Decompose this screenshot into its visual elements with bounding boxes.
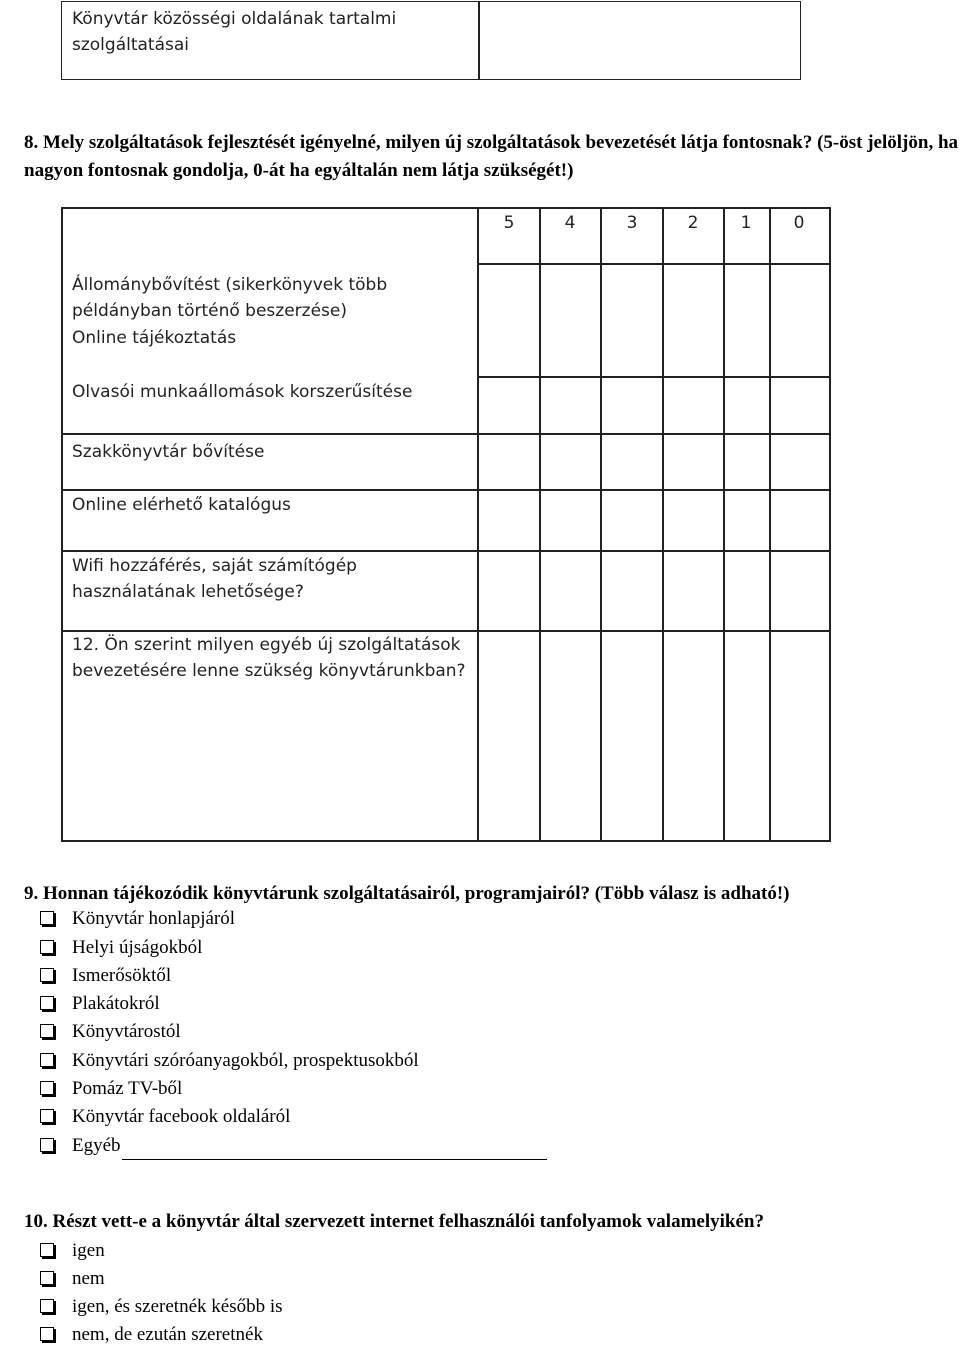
scale-3: 3 [626,213,638,233]
row-label-wifi: Wifi hozzáférés, saját számítógép használatának lehetősége? [72,556,357,602]
scale-0: 0 [793,213,805,233]
scale-4: 4 [564,213,576,233]
top-table-fragment [61,1,801,80]
checkbox-icon[interactable] [40,1053,54,1067]
scale-1: 1 [740,213,752,233]
table-col-line [600,207,602,842]
table-row-line [477,376,831,378]
table-col-line [539,207,541,842]
checkbox-icon[interactable] [40,1109,54,1123]
question-8-text: 8. Mely szolgáltatások fejlesztését igényelné, milyen új szolgáltatások bevezetését látja fontosnak? (5-öst jelöljön, ha nagyon fontosnak gondolja, 0-át ha egyáltalán nem látja szükségét!) [24,132,959,181]
row-label-szakkonyvtar: Szakkönyvtár bővítése [72,442,265,462]
egyeb-fill-line[interactable] [122,1139,547,1160]
top-table-label: Könyvtár közösségi oldalának tartalmi szolgáltatásai [72,9,397,55]
checkbox-icon[interactable] [40,968,54,982]
table-border-bottom [61,840,831,842]
checkbox-icon[interactable] [40,1243,54,1257]
question-10-title: 10. Részt vett-e a könyvtár által szervezett internet felhasználói tanfolyamok valamelyikén? [24,1211,764,1232]
question-9-options: Könyvtár honlapjáról Helyi újságokból Ismerősöktől Plakátokról Könyvtárostól Könyvtári szóróanyagokból, prospektusokból Pomáz TV-ből Könyvtár facebook oldaláról Egyéb [0,905,960,1165]
table-row-line [61,433,831,435]
checkbox-icon[interactable] [40,1327,54,1341]
table-row-line [61,489,831,491]
question-10-options: igen nem igen, és szeretnék később is nem, de ezután szeretnék [0,1237,960,1347]
checkbox-icon[interactable] [40,1024,54,1038]
checkbox-icon[interactable] [40,1299,54,1313]
checkbox-icon[interactable] [40,1138,54,1152]
table-border-top [61,207,831,209]
rating-table [61,207,831,842]
scale-5: 5 [503,213,515,233]
table-border-left [61,207,63,842]
checkbox-icon[interactable] [40,1081,54,1095]
option-egyeb-label: Egyéb [72,1135,121,1156]
table-row-line [477,263,831,265]
checkbox-icon[interactable] [40,1271,54,1285]
table-col-line [723,207,725,842]
checkbox-icon[interactable] [40,996,54,1010]
checkbox-icon[interactable] [40,940,54,954]
table-divider [478,2,480,79]
row-label-question-12: 12. Ön szerint milyen egyéb új szolgáltatások bevezetésére lenne szükség könyvtárunkban? [72,635,466,681]
scale-2: 2 [687,213,699,233]
table-border-right [829,207,831,842]
table-col-line [477,207,479,842]
checkbox-icon[interactable] [40,911,54,925]
row-label-olvasoi-munkaallomasok: Olvasói munkaállomások korszerűsítése [72,382,413,402]
table-col-line [662,207,664,842]
row-label-online-katalogus: Online elérhető katalógus [72,495,291,515]
table-col-line [769,207,771,842]
row-label-online-tajekoztatas: Online tájékoztatás [72,328,237,348]
row-label-allomanybovites: Állománybővítést (sikerkönyvek több példányban történő beszerzése) [72,275,388,321]
question-9-title: 9. Honnan tájékozódik könyvtárunk szolgáltatásairól, programjairól? (Több válasz is adható!) [24,883,790,904]
table-row-line [61,550,831,552]
